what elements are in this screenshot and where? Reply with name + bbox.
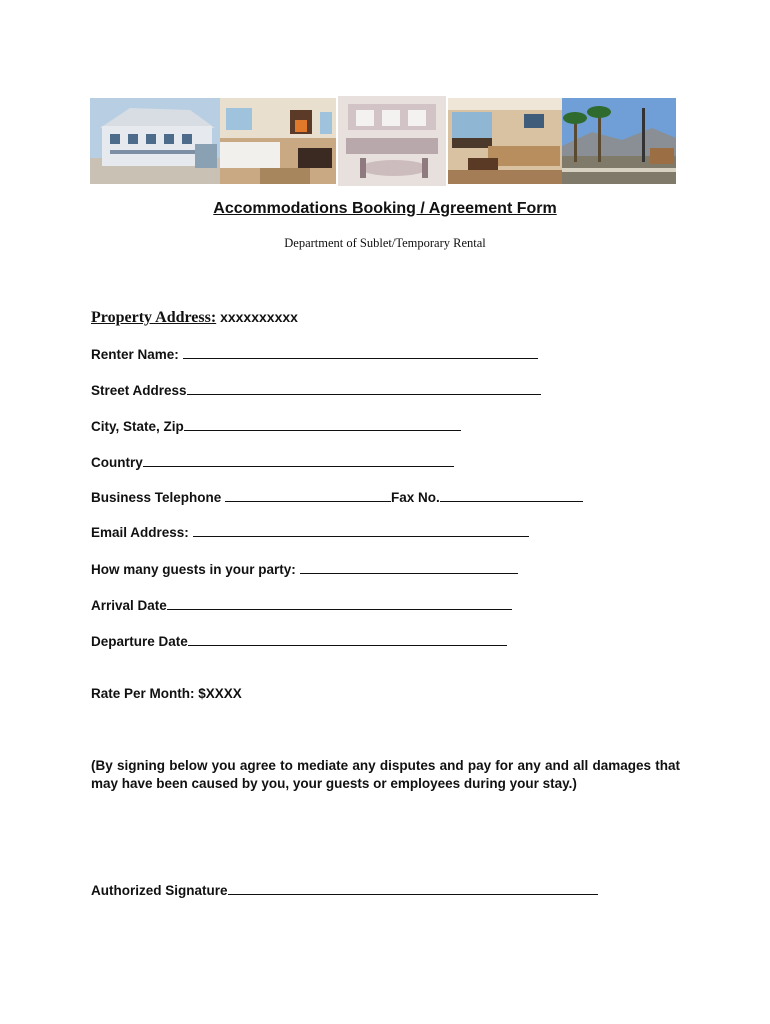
property-address-label: Property Address:	[91, 309, 217, 326]
authorized-signature-label: Authorized Signature	[91, 883, 228, 898]
departure-date-field	[91, 633, 507, 649]
authorized-signature-blank[interactable]	[228, 882, 598, 895]
business-telephone-field	[91, 489, 583, 505]
street-address-label: Street Address	[91, 383, 187, 398]
renter-name-blank[interactable]	[183, 346, 538, 359]
arrival-date-blank[interactable]	[167, 597, 512, 610]
fax-label: Fax No.	[391, 490, 440, 505]
guests-label: How many guests in your party:	[91, 562, 300, 577]
country-field	[91, 454, 454, 470]
kitchen-dining-photo	[338, 96, 446, 186]
living-room-balcony-photo	[448, 98, 562, 184]
property-address-line	[91, 309, 298, 327]
street-address-blank[interactable]	[187, 382, 541, 395]
email-blank[interactable]	[193, 524, 529, 537]
property-address-value: xxxxxxxxxx	[216, 309, 298, 325]
email-field	[91, 524, 529, 540]
renter-name-field	[91, 346, 538, 362]
city-state-zip-label: City, State, Zip	[91, 419, 184, 434]
departure-date-label: Departure Date	[91, 634, 188, 649]
country-label: Country	[91, 455, 143, 470]
rate-per-month: Rate Per Month: $XXXX	[91, 686, 242, 701]
business-telephone-blank[interactable]	[225, 489, 391, 502]
country-blank[interactable]	[143, 454, 454, 467]
living-room-fireplace-photo	[220, 98, 336, 184]
renter-name-label: Renter Name:	[91, 347, 183, 362]
authorized-signature-field	[91, 882, 598, 898]
arrival-date-label: Arrival Date	[91, 598, 167, 613]
guests-blank[interactable]	[300, 561, 518, 574]
house-exterior-photo	[90, 98, 220, 184]
fax-blank[interactable]	[440, 489, 583, 502]
arrival-date-field	[91, 597, 512, 613]
street-address-field	[91, 382, 541, 398]
signing-disclaimer: (By signing below you agree to mediate any disputes and pay for any and all damages that may have been caused by you, your guests or employees during your stay.)	[91, 758, 680, 791]
guests-field	[91, 561, 518, 577]
departure-date-blank[interactable]	[188, 633, 507, 646]
form-title: Accommodations Booking / Agreement Form	[213, 200, 557, 217]
city-state-zip-field	[91, 418, 461, 434]
business-telephone-label: Business Telephone	[91, 490, 226, 505]
email-label: Email Address:	[91, 525, 193, 540]
palm-street-photo	[562, 98, 676, 184]
city-state-zip-blank[interactable]	[184, 418, 461, 431]
form-subtitle: Department of Sublet/Temporary Rental	[284, 236, 486, 250]
